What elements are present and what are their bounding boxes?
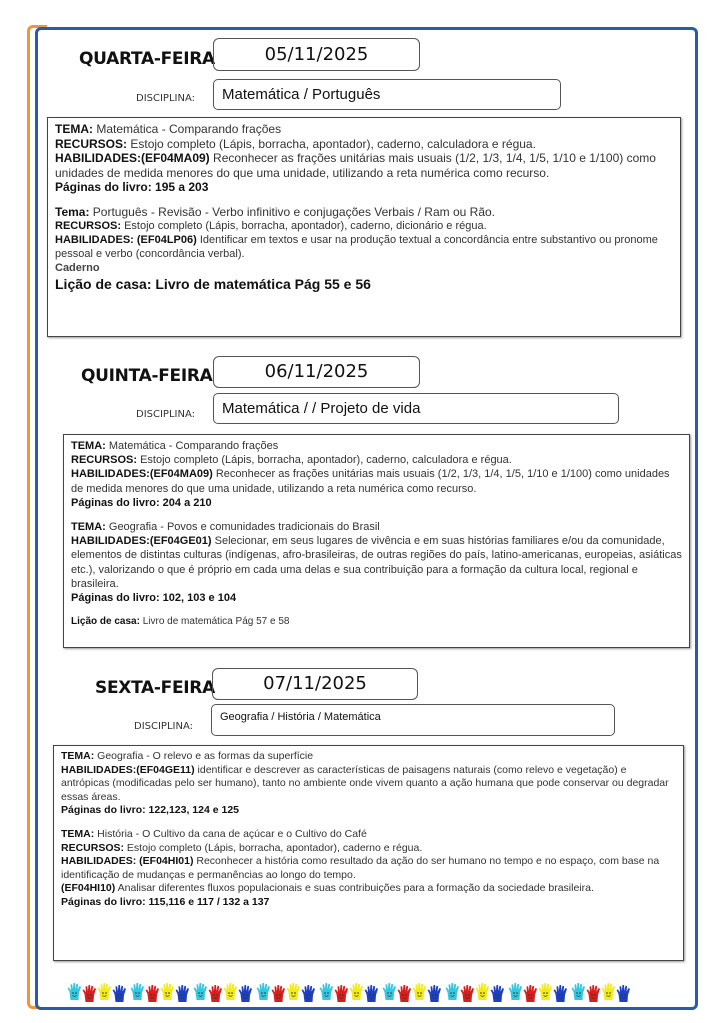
hand-icon xyxy=(382,982,397,1001)
hand-icon xyxy=(523,984,538,1003)
hand-icon xyxy=(175,984,190,1003)
topic-block: TEMA: Geografia - O relevo e as formas da superfície HABILIDADES:(EF04GE11) identificar e descrever as características de paisagens naturais (como relevo e vegetação) e antrópicas (modificadas pelo ser humano), tanto no ambiente onde vivem quanto a ação humana que pode conservar ou degradar essas áreas. Páginas do livro: 122,123, 124 e 125 xyxy=(61,750,669,817)
hand-icon xyxy=(271,984,286,1003)
hand-icon xyxy=(460,984,475,1003)
topic-block: Tema: Português - Revisão - Verbo infinitivo e conjugações Verbais / Ram ou Rão. RECURSOS: Estojo completo (Lápis, borracha, apontador), caderno, dicionário e régua. HABILIDADES: (EF04LP06) Identificar em textos e usar na produção textual a concordância entre substantivo ou pronome pessoal e verbo (concordância verbal). Caderno Lição de casa: Livro de matemática Pág 55 e 56 xyxy=(55,204,658,292)
hand-icon xyxy=(286,982,301,1001)
hand-icon xyxy=(256,982,271,1001)
hand-icon xyxy=(193,982,208,1001)
hand-icon xyxy=(67,982,82,1001)
hand-group xyxy=(319,982,379,1001)
discipline-label: DISCIPLINA: xyxy=(136,409,195,420)
content-box-sexta xyxy=(53,745,684,961)
hand-group xyxy=(382,982,442,1001)
hand-group xyxy=(445,982,505,1001)
hand-icon xyxy=(238,984,253,1003)
hand-group xyxy=(67,982,127,1001)
hand-group xyxy=(508,982,568,1001)
hand-icon xyxy=(160,982,175,1001)
hand-group xyxy=(571,982,631,1001)
hand-icon xyxy=(601,982,616,1001)
hand-icon xyxy=(130,982,145,1001)
hand-icon xyxy=(334,984,349,1003)
content-box-quarta xyxy=(47,117,681,337)
book-pages: Páginas do livro: 115,116 e 117 / 132 a 137 xyxy=(61,895,270,908)
hand-icon xyxy=(571,982,586,1001)
hand-icon xyxy=(586,984,601,1003)
hand-icon xyxy=(490,984,505,1003)
homework: Livro de matemática Pág 57 e 58 xyxy=(139,616,290,628)
hand-group xyxy=(130,982,190,1001)
hand-icon xyxy=(397,984,412,1003)
hand-icon xyxy=(145,984,160,1003)
date-box-quarta: 05/11/2025 xyxy=(213,38,420,71)
hand-icon xyxy=(553,984,568,1003)
topic-block: TEMA: História - O Cultivo da cana de açúcar e o Cultivo do Café RECURSOS: Estojo completo (Lápis, borracha, apontador), caderno e régua. HABILIDADES: (EF04HI01) Reconhecer a história como resultado da ação do ser humano no tempo e no espaço, com base na identificação de mudanças e permanências ao longo do tempo. (EF04HI10) Analisar diferentes fluxos populacionais e suas contribuições para a formação da sociedade brasileira. Páginas do livro: 115,116 e 117 / 132 a 137 xyxy=(61,827,660,908)
weekday-quarta: QUARTA-FEIRA xyxy=(79,49,215,69)
date-box-sexta: 07/11/2025 xyxy=(212,668,418,700)
weekday-quinta: QUINTA-FEIRA xyxy=(81,366,213,386)
hand-icon xyxy=(412,982,427,1001)
hand-icon xyxy=(475,982,490,1001)
book-pages: Páginas do livro: 122,123, 124 e 125 xyxy=(61,804,240,817)
content-box-quinta xyxy=(63,434,690,648)
hand-icon xyxy=(97,982,112,1001)
discipline-box-quinta: Matemática / / Projeto de vida xyxy=(213,393,619,424)
date-box-quinta: 06/11/2025 xyxy=(213,356,420,388)
discipline-box-sexta: Geografia / História / Matemática xyxy=(211,704,615,736)
discipline-label: DISCIPLINA: xyxy=(134,721,193,732)
hand-icon xyxy=(508,982,523,1001)
topic-block: TEMA: Geografia - Povos e comunidades tradicionais do Brasil HABILIDADES:(EF04GE01) Selecionar, em seus lugares de vivência e em suas histórias familiares e/ou da comunidade, elementos de distintas culturas (indígenas, afro-brasileiras, de outras regiões do país, latino-americanas, europeias, asiáticas etc.), valorizando o que é próprio em cada uma delas e sua contribuição para a formação da cultura local, regional e brasileira. Páginas do livro: 102, 103 e 104 Lição de casa: Livro de matemática Pág 57 e 58 xyxy=(71,521,682,628)
discipline-box-quarta: Matemática / Português xyxy=(213,79,561,110)
hand-icon xyxy=(364,984,379,1003)
hand-icon xyxy=(208,984,223,1003)
hand-icon xyxy=(427,984,442,1003)
hand-icon xyxy=(538,982,553,1001)
hand-icon xyxy=(82,984,97,1003)
hand-icon xyxy=(301,984,316,1003)
hand-icon xyxy=(616,984,631,1003)
book-pages: Páginas do livro: 204 a 210 xyxy=(71,496,212,509)
book-pages: Páginas do livro: 195 a 203 xyxy=(55,180,209,195)
hand-icon xyxy=(112,984,127,1003)
hand-icon xyxy=(319,982,334,1001)
topic-block: TEMA: Matemática - Comparando frações RECURSOS: Estojo completo (Lápis, borracha, apontador), caderno, calculadora e régua. HABILIDADES:(EF04MA09) Reconhecer as frações unitárias mais usuais (1/2, 1/3, 1/4, 1/5, 1/10 e 1/100) como unidades de medida menores do que uma unidade, utilizando a reta numérica como recurso. Páginas do livro: 204 a 210 xyxy=(71,440,670,509)
hand-icon xyxy=(223,982,238,1001)
hand-group xyxy=(256,982,316,1001)
topic-block: TEMA: Matemática - Comparando frações RECURSOS: Estojo completo (Lápis, borracha, apontador), caderno, calculadora e régua. HABILIDADES:(EF04MA09) Reconhecer as frações unitárias mais usuais (1/2, 1/3, 1/4, 1/5, 1/10 e 1/100) como unidades de medida menores do que uma unidade, utilizando a reta numérica como recurso. Páginas do livro: 195 a 203 xyxy=(55,122,656,195)
hands-decoration-border xyxy=(67,982,634,1001)
hand-icon xyxy=(349,982,364,1001)
book-pages: Páginas do livro: 102, 103 e 104 xyxy=(71,592,237,605)
homework: Lição de casa: Livro de matemática Pág 55 e 56 xyxy=(55,275,371,292)
discipline-label: DISCIPLINA: xyxy=(136,93,195,104)
hand-icon xyxy=(445,982,460,1001)
weekday-sexta: SEXTA-FEIRA xyxy=(95,678,215,698)
hand-group xyxy=(193,982,253,1001)
